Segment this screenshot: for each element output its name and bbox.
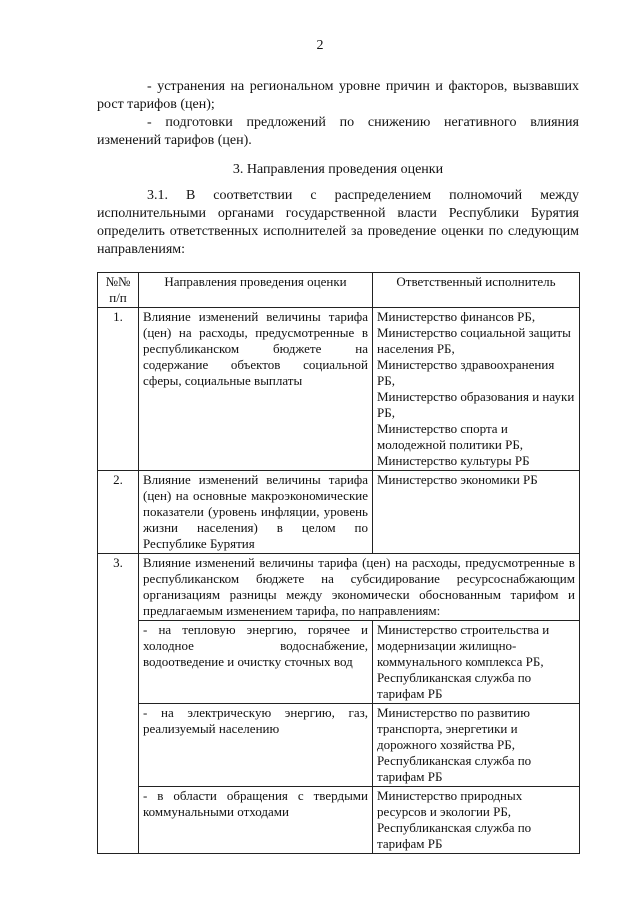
responsible-line: Министерство по развитию транспорта, энергетики и дорожного хозяйства РБ, <box>377 705 530 752</box>
table-subrow <box>98 621 580 704</box>
table-header-row <box>98 273 580 308</box>
header-responsible: Ответственный исполнитель <box>373 273 580 308</box>
responsible-cell <box>373 704 580 787</box>
header-num: №№ п/п <box>98 273 139 308</box>
responsible-line: Министерство образования и науки РБ, <box>377 389 575 420</box>
responsible-line: Министерство спорта и молодежной политики РБ, <box>377 421 524 452</box>
table-row <box>98 471 580 554</box>
section-paragraph: 3.1. В соответствии с распределением полномочий между исполнительными органами государственной власти Республики Бурятия определить ответственных исполнителей за проведение оценки по следующим направлениям: <box>97 188 579 257</box>
direction-cell: - на электрическую энергию, газ, реализуемый населению <box>139 704 373 787</box>
table-subrow <box>98 787 580 854</box>
header-direction: Направления проведения оценки <box>139 273 373 308</box>
intro-block <box>97 78 579 150</box>
responsible-line: Республиканская служба по тарифам РБ <box>377 670 532 701</box>
table-row <box>98 554 580 621</box>
responsible-line: Министерство строительства и модернизации жилищно-коммунального комплекса РБ, <box>377 622 550 669</box>
direction-cell: Влияние изменений величины тарифа (цен) на основные макроэкономические показатели (уровень инфляции, уровень жизни населения) в целом по Республике Бурятия <box>139 471 373 554</box>
intro-item: - подготовки предложений по снижению негативного влияния изменений тарифов (цен). <box>97 115 579 148</box>
direction-cell: Влияние изменений величины тарифа (цен) на расходы, предусмотренные в республиканском бюджете на содержание объектов социальной сферы, социальные выплаты <box>139 308 373 471</box>
direction-cell: - на тепловую энергию, горячее и холодное водоснабжение, водоотведение и очистку сточных вод <box>139 621 373 704</box>
section-paragraph-block <box>97 187 579 259</box>
table-subrow <box>98 704 580 787</box>
intro-item: - устранения на региональном уровне причин и факторов, вызвавших рост тарифов (цен); <box>97 79 579 112</box>
responsible-line: Министерство здравоохранения РБ, <box>377 357 555 388</box>
responsible-line: Министерство экономики РБ <box>377 472 538 487</box>
responsible-line: Министерство социальной защиты населения РБ, <box>377 325 571 356</box>
responsible-line: Министерство культуры РБ <box>377 453 530 468</box>
direction-cell: - в области обращения с твердыми коммунальными отходами <box>139 787 373 854</box>
table-body <box>98 308 580 854</box>
responsible-line: Республиканская служба по тарифам РБ <box>377 820 532 851</box>
direction-cell: Влияние изменений величины тарифа (цен) на расходы, предусмотренные в республиканском бюджете на субсидирование ресурсоснабжающим организациям разницы между экономически обоснованным тарифом и предлагаемым изменением тарифа, по направлениям: <box>139 554 580 621</box>
responsible-cell <box>373 787 580 854</box>
responsible-cell <box>373 621 580 704</box>
responsible-cell <box>373 308 580 471</box>
section-title: 3. Направления проведения оценки <box>232 162 444 177</box>
responsibility-table <box>97 272 580 854</box>
responsible-line: Министерство финансов РБ, <box>377 309 536 324</box>
row-num: 2. <box>98 471 139 554</box>
responsible-cell <box>373 471 580 554</box>
table-row <box>98 308 580 471</box>
page-number: 2 <box>316 38 324 53</box>
row-num: 3. <box>98 554 139 854</box>
row-num: 1. <box>98 308 139 471</box>
responsible-line: Министерство природных ресурсов и экологии РБ, <box>377 788 523 819</box>
responsible-line: Республиканская служба по тарифам РБ <box>377 753 532 784</box>
